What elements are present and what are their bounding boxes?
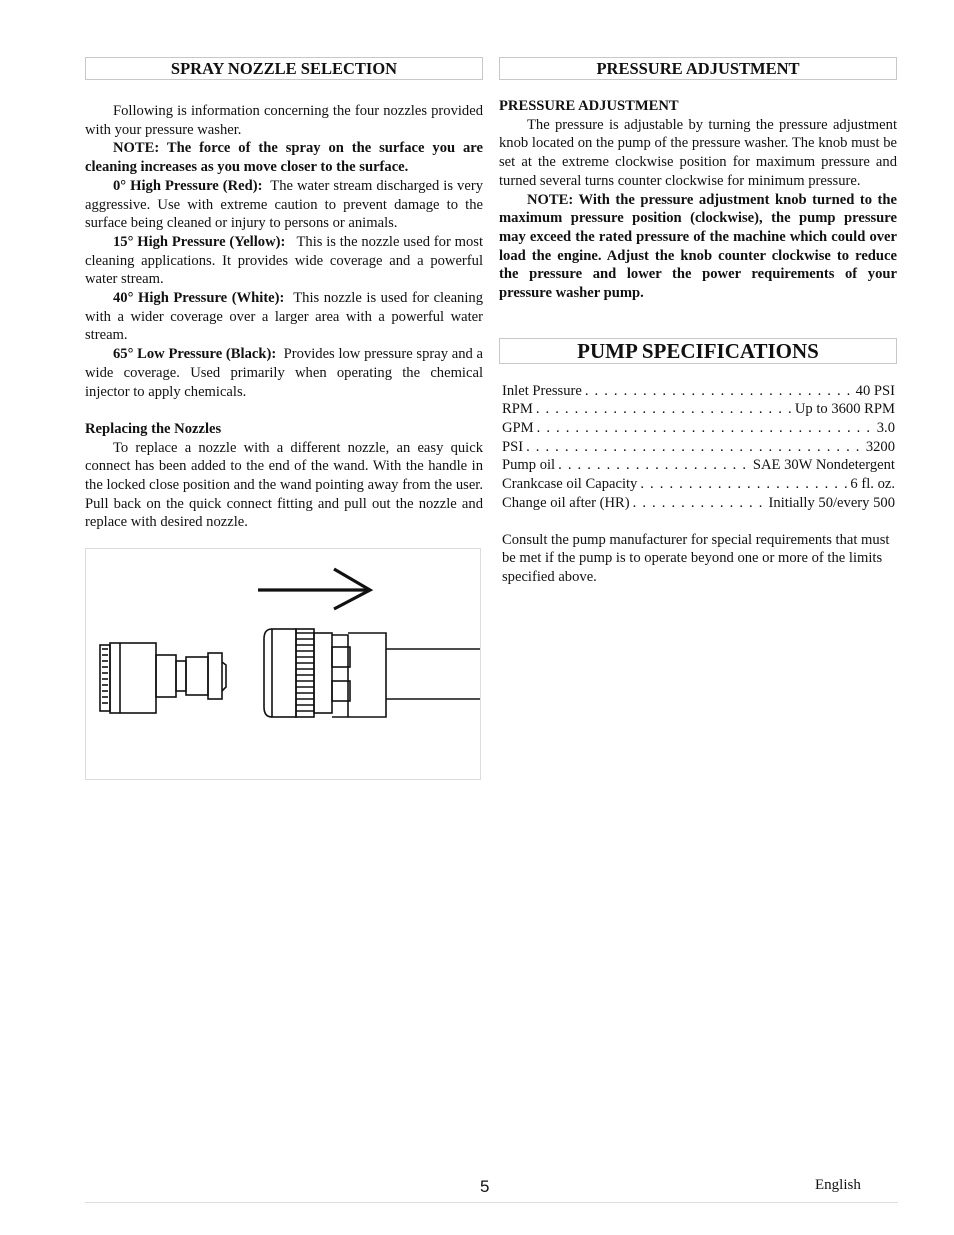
- leader-dots: [523, 438, 866, 457]
- spec-label: Pump oil: [502, 457, 556, 474]
- consult-text: [499, 531, 897, 587]
- quick-connect-coupler-icon: [264, 629, 481, 717]
- replacing-text: To replace a nozzle with a different nozzle, an easy quick connect has been added to the end of the wand. With the handle in the locked close position and the wand pointing away from the user. Pull back on the quick connect fitting and pull out the nozzle and replace with desired nozzle.: [85, 439, 483, 531]
- pump-specifications-header: PUMP SPECIFICATIONS: [499, 338, 897, 364]
- spec-row: [502, 494, 895, 513]
- spec-row: [502, 419, 895, 438]
- nozzle-desc: The water stream discharged is very aggressive. Use with extreme caution to prevent damage to the surface being cleaned or injury to persons or animals.: [85, 177, 483, 232]
- spec-value: 3.0: [876, 420, 895, 437]
- spec-label: PSI: [502, 438, 524, 455]
- spec-value: 6 fl. oz.: [850, 476, 895, 493]
- right-column: [499, 57, 897, 587]
- pressure-adjustment-header: PRESSURE ADJUSTMENT: [499, 57, 897, 80]
- spec-value: Initially 50/every 500: [768, 494, 895, 511]
- spray-nozzle-header: SPRAY NOZZLE SELECTION: [85, 57, 483, 80]
- nozzle-intro: Following is information concerning the four nozzles provided with your pressure washer.: [85, 103, 483, 138]
- language-label: English: [815, 1177, 861, 1193]
- leader-dots: [630, 494, 769, 513]
- spec-row: [502, 382, 895, 401]
- spec-value: SAE 30W Nondetergent: [752, 457, 895, 474]
- spec-value: 3200: [865, 438, 895, 455]
- consult-paragraph: Consult the pump manufacturer for special requirements that must be met if the pump is to operate beyond one or more of the limits specified above.: [502, 531, 890, 585]
- spec-value: Up to 3600 RPM: [794, 401, 895, 418]
- nozzle-label: 0° High Pressure (Red):: [113, 177, 263, 194]
- nozzle-quick-connect-diagram: [85, 548, 481, 780]
- nozzle-desc: This is the nozzle used for most cleaning applications. It provides wide coverage and a powerful water stream.: [85, 233, 484, 288]
- leader-dots: [555, 456, 753, 475]
- spec-label: Crankcase oil Capacity: [502, 476, 638, 493]
- spec-label: GPM: [502, 420, 534, 437]
- left-column: [85, 57, 483, 780]
- nozzle-desc: This nozzle is used for cleaning with a wider coverage over a larger area with a powerful water stream.: [85, 290, 483, 344]
- replacing-title: Replacing the Nozzles: [85, 420, 222, 437]
- nozzle-item-40: [85, 289, 483, 345]
- nozzle-note: NOTE: The force of the spray on the surface you are cleaning increases as you move closer to the surface.: [85, 140, 483, 176]
- spec-label: Change oil after (HR): [502, 494, 630, 511]
- pressure-text: [499, 97, 897, 303]
- spec-list: [499, 382, 895, 513]
- nozzle-text: [85, 102, 483, 532]
- nozzle-desc: Provides low pressure spray and a wide coverage. Used primarily when operating the chemical injector to apply chemicals.: [85, 346, 484, 400]
- leader-dots: [637, 475, 850, 494]
- nozzle-label: 65° Low Pressure (Black):: [113, 346, 277, 363]
- spec-row: [502, 438, 895, 457]
- nozzle-item-0: [85, 177, 483, 233]
- nozzle-label: 40° High Pressure (White):: [113, 290, 285, 307]
- spec-row: [502, 400, 895, 419]
- leader-dots: [534, 419, 877, 438]
- footer-divider: [85, 1202, 898, 1203]
- pressure-description: The pressure is adjustable by turning the pressure adjustment knob located on the pump of the pressure washer. The knob must be set at the extreme clockwise position for maximum pressure and turned several turns counter clockwise for minimum pressure.: [499, 116, 897, 189]
- spec-label: RPM: [502, 401, 533, 418]
- pressure-subheader: PRESSURE ADJUSTMENT: [499, 98, 679, 114]
- leader-dots: [533, 400, 795, 419]
- nozzle-label: 15° High Pressure (Yellow):: [113, 233, 286, 250]
- nozzle-icon: [100, 643, 226, 713]
- nozzle-item-15: [85, 233, 483, 289]
- spec-value: 40 PSI: [855, 382, 895, 399]
- spec-label: Inlet Pressure: [502, 382, 582, 399]
- nozzle-item-65: [85, 345, 483, 401]
- spec-row: [502, 456, 895, 475]
- leader-dots: [582, 382, 856, 401]
- pressure-note: NOTE: With the pressure adjustment knob turned to the maximum pressure position (clockwise), the pump pressure may exceed the rated pressure of the machine which could over load the engine. Adjust the knob counter clockwise to reduce the pressure and lower the power requirements of your pressure washer pump.: [499, 191, 897, 302]
- arrow-right-icon: [258, 569, 370, 609]
- spec-row: [502, 475, 895, 494]
- page-number: 5: [480, 1177, 490, 1196]
